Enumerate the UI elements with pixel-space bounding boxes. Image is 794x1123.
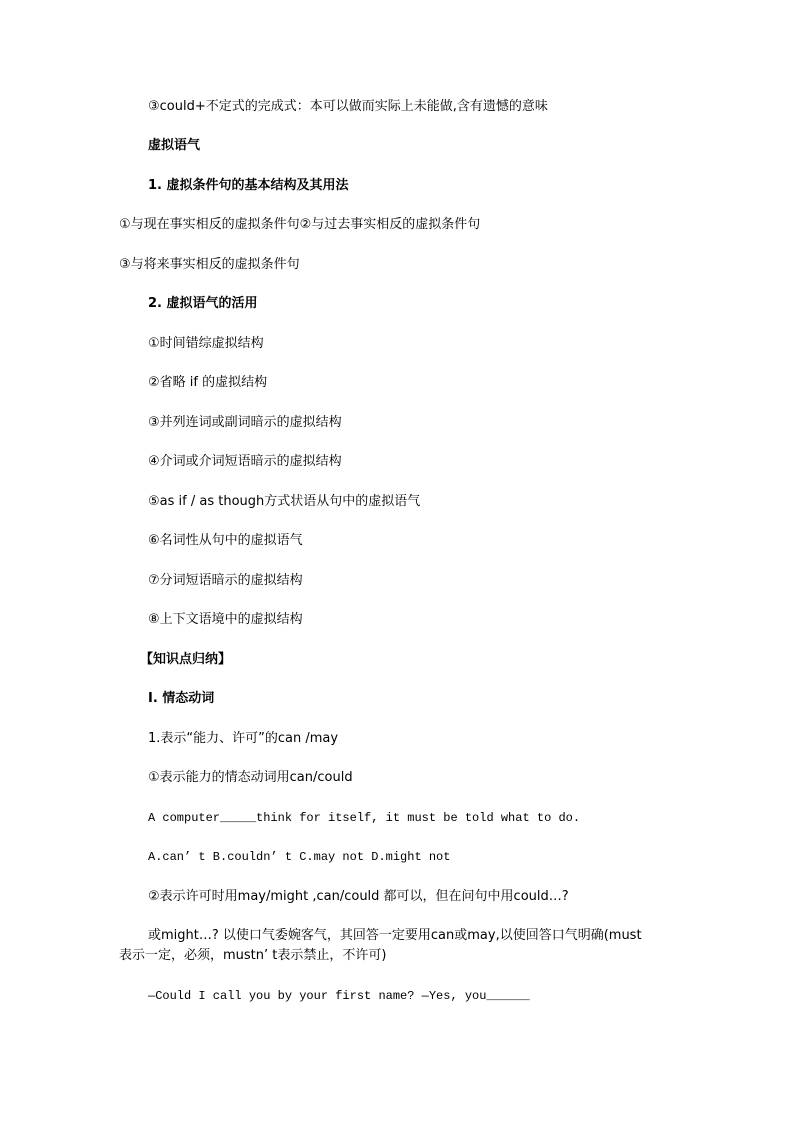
subheading-modal-verbs: I. 情态动词 (148, 691, 215, 706)
text-line-future-conditional: ③与将来事实相反的虚拟条件句 (119, 257, 300, 272)
list-item-1: ①时间错综虚拟结构 (148, 336, 264, 351)
text-line-conditional-types: ①与现在事实相反的虚拟条件句②与过去事实相反的虚拟条件句 (119, 217, 481, 232)
text-line-could-perfect: ③could+不定式的完成式：本可以做而实际上未能做,含有遗憾的意味 (148, 99, 548, 114)
text-line-permission: ②表示许可时用may/might ,can/could 都可以，但在问句中用could…? (148, 889, 569, 904)
text-line-ability: ①表示能力的情态动词用can/could (148, 770, 353, 785)
section-heading-summary: 【知识点归纳】 (140, 652, 232, 667)
subheading-flexible-use: 2. 虚拟语气的活用 (148, 296, 258, 311)
text-line-must-meaning: 表示一定，必须，mustn’ t表示禁止，不许可) (119, 948, 387, 963)
example-sentence: A computer_____think for itself, it must be told what to do. (148, 811, 581, 825)
list-item-3: ③并列连词或副词暗示的虚拟结构 (148, 415, 342, 430)
example-options: A.can’ t B.couldn’ t C.may not D.might not (148, 850, 451, 864)
subheading-conditional: 1. 虚拟条件句的基本结构及其用法 (148, 178, 349, 193)
example-dialogue: —Could I call you by your first name? —Yes, you______ (148, 989, 530, 1003)
list-item-2: ②省略 if 的虚拟结构 (148, 375, 268, 390)
text-line-can-may: 1.表示“能力、许可”的can /may (148, 731, 339, 746)
list-item-8: ⑧上下文语境中的虚拟结构 (148, 612, 303, 627)
list-item-5: ⑤as if / as though方式状语从句中的虚拟语气 (148, 494, 421, 509)
text-line-might-polite: 或might…? 以使口气委婉客气，其回答一定要用can或may,以使回答口气明确(must (148, 928, 642, 943)
list-item-6: ⑥名词性从句中的虚拟语气 (148, 533, 303, 548)
list-item-4: ④介词或介词短语暗示的虚拟结构 (148, 454, 342, 469)
section-heading-subjunctive: 虚拟语气 (148, 138, 201, 153)
list-item-7: ⑦分词短语暗示的虚拟结构 (148, 573, 303, 588)
